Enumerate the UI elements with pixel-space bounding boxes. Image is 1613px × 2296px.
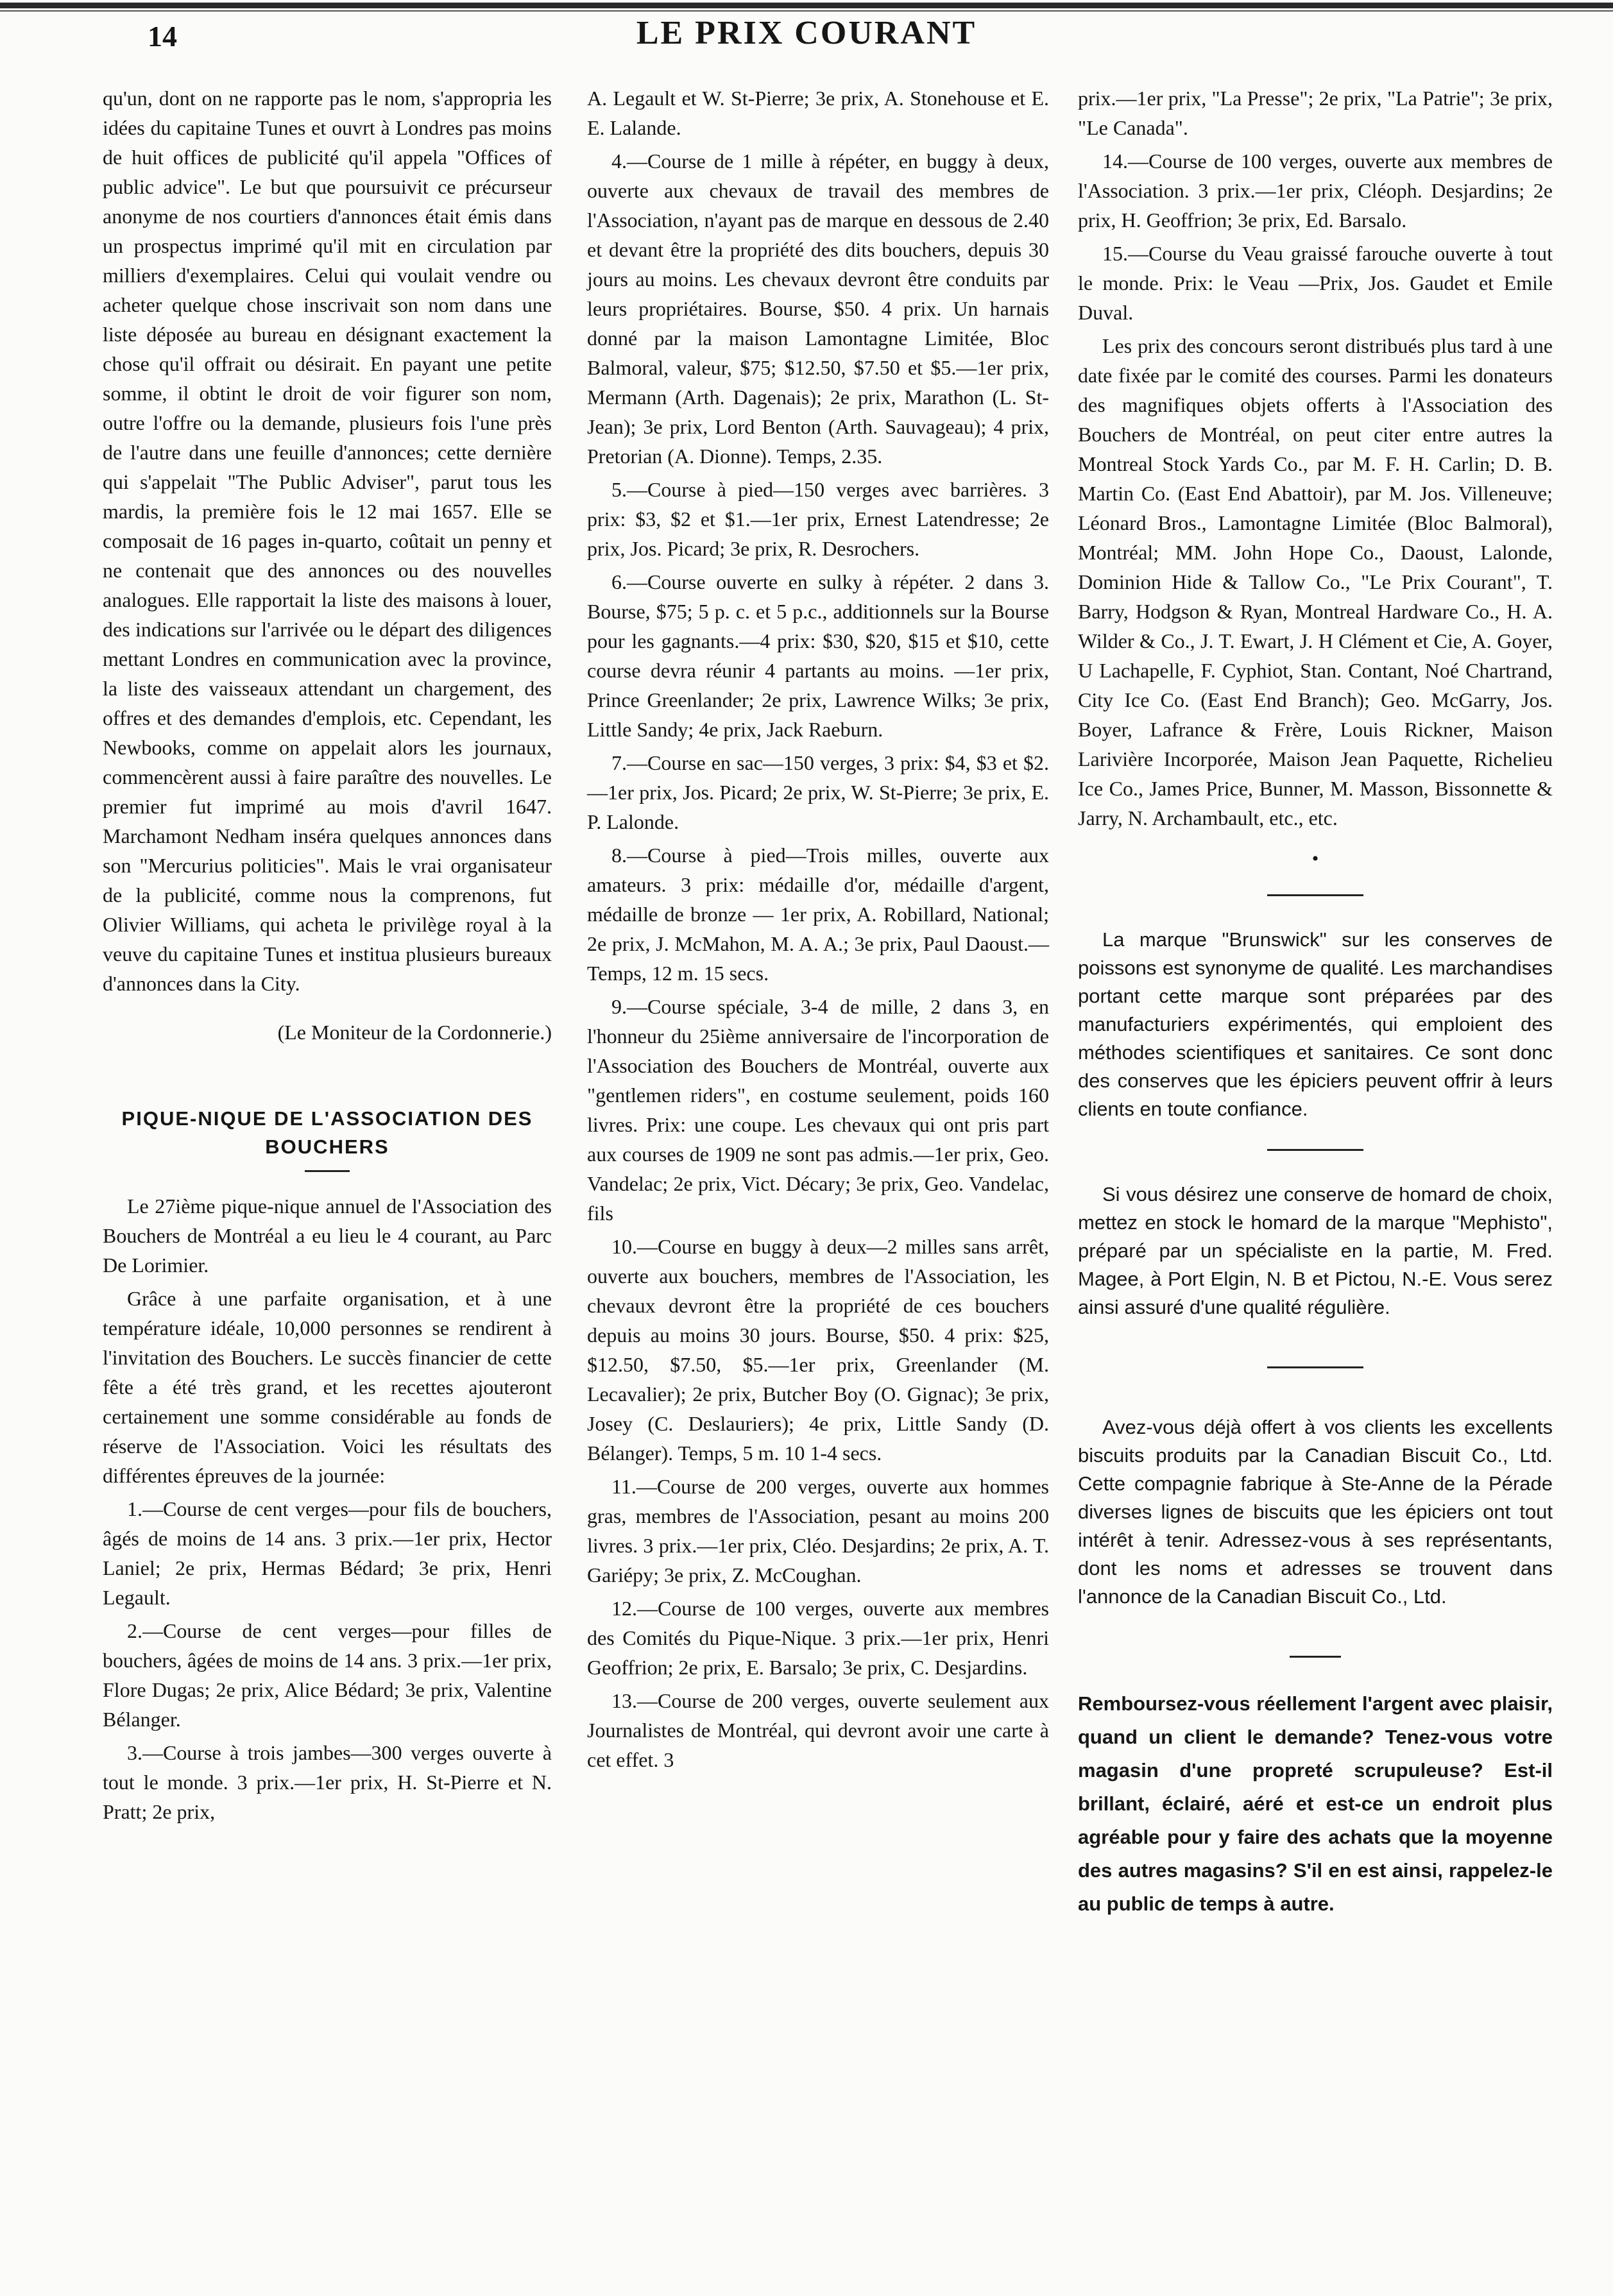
race-result: 3.—Course à trois jambes—300 verges ouverte à tout le monde. 3 prix.—1er prix, H. St-Pierre et N. Pratt; 2e prix, [103, 1741, 552, 1823]
race-result: 14.—Course de 100 verges, ouverte aux membres de l'Association. 3 prix.—1er prix, Cléoph. Desjardins; 2e prix, H. Geoffrion; 3e prix, Ed. Barsalo. [1078, 149, 1553, 232]
race-result: 10.—Course en buggy à deux—2 milles sans arrêt, ouverte aux bouchers, membres de l'Association, les chevaux devront être la propriété de ces bouchers depuis au moins 30 jours. Bourse, $50. 4 prix: $25, $12.50, $7.50, $5.—1er prix, Greenlander (M. Lecavalier); 2e prix, Butcher Boy (O. Gignac); 3e prix, Josey (C. Deslauriers); 4e prix, Little Sandy (D. Bélanger). Temps, 5 m. 10 1-4 secs. [587, 1235, 1049, 1465]
ad-brunswick [1078, 926, 1553, 1123]
journal-title: LE PRIX COURANT [636, 15, 977, 51]
race-result: 4.—Course de 1 mille à répéter, en buggy à deux, ouverte aux chevaux de travail des membres de l'Association, n'ayant pas de marque en dessous de 2.40 et devant être la propriété des dits bouchers, depuis 30 jours au moins. Les chevaux devront être conduits par leurs propriétaires. Bourse, $50. 4 prix. Un harnais donné par la maison Lamontagne Limitée, Bloc Balmoral, valeur, $75; $12.50, $7.50 et $5.—1er prix, Mermann (Arth. Dagenais); 2e prix, Marathon (L. St-Jean); 3e prix, Lord Benton (Arth. Sauvageau); 4 prix, Pretorian (A. Dionne). Temps, 2.35. [587, 149, 1049, 468]
ad-rembourser [1078, 1687, 1553, 1921]
separator-rule [1267, 894, 1363, 896]
ad-brunswick-text: La marque "Brunswick" sur les conserves de poissons est synonyme de qualité. Les marchandises portant cette marque sont préparées par des manufacturiers expérimentés, qui emploient des méthodes scientifiques et sanitaires. Ce sont donc des conserves que les épiciers peuvent offrir à leurs clients en toute confiance. [1078, 928, 1553, 1120]
ad-mephisto [1078, 1180, 1553, 1322]
ad-rembourser-text: Remboursez-vous réellement l'argent avec plaisir, quand un client le demande? Tenez-vous votre magasin d'une propreté scrupuleuse? Est-il brillant, éclairé, aéré et est-ce un endroit plus agréable pour y faire des achats que la moyenne des autres magasins? S'il en est ainsi, rappelez-le au public de temps à autre. [1078, 1692, 1553, 1915]
article-source: (Le Moniteur de la Cordonnerie.) [277, 1021, 552, 1044]
top-rule-thin [0, 10, 1613, 12]
ad-biscuits [1078, 1413, 1553, 1611]
column-1 [103, 83, 552, 1830]
ad-biscuits-text: Avez-vous déjà offert à vos clients les excellents biscuits produits par la Canadian Biscuit Co., Ltd. Cette compagnie fabrique à Ste-Anne de la Pérade diverses lignes de biscuits que les épiciers ont tout intérêt à tenir. Adressez-vous à ses représentants, dont les noms et adresses se trouvent dans l'annonce de la Canadian Biscuit Co., Ltd. [1078, 1416, 1553, 1608]
race-result: 12.—Course de 100 verges, ouverte aux membres des Comités du Pique-Nique. 3 prix.—1er prix, Henri Geoffrion; 2e prix, E. Barsalo; 3e prix, C. Desjardins. [587, 1597, 1049, 1679]
race-result: 6.—Course ouverte en sulky à répéter. 2 dans 3. Bourse, $75; 5 p. c. et 5 p.c., additionnels sur la Bourse pour les gagnants.—4 prix: $30, $20, $15 et $10, cette course devra réunir 4 partants au moins. —1er prix, Prince Greenlander; 2e prix, Lawrence Wilks; 3e prix, Little Sandy; 4e prix, Jack Raeburn. [587, 570, 1049, 741]
page-number: 14 [148, 20, 177, 53]
article-continuation: qu'un, dont on ne rapporte pas le nom, s'appropria les idées du capitaine Tunes et ouvrt à Londres pas moins de huit offices de publicité qu'il appela "Offices of public advice". Le but que poursuivit ce précurseur anonyme de nos courtiers d'annonces était émis dans un prospectus imprimé qu'il mit en circulation par milliers d'exemplaires. Celui qui voulait vendre ou acheter quelque chose inscrivait son nom dans une liste déposée au bureau en désignant exactement la chose qu'il offrait ou désirait. En payant une petite somme, il obtint le droit de voir figurer son nom, outre l'offre ou la demande, plusieurs fois l'une près de l'autre dans une feuille d'annonces; cette dernière qui s'appelait "The Public Adviser", parut tous les mardis, la première fois le 12 mai 1657. Elle se composait de 16 pages in-quarto, coûtait un penny et ne contenait que des annonces ou des nouvelles analogues. Elle rapportait la liste des maisons à louer, des indications sur l'arrivée ou le départ des diligences mettant Londres en communication avec la province, la liste des vaisseaux attendant un chargement, des offres et des demandes d'emplois, etc. Cependant, les Newbooks, comme on appelait alors les journaux, commencèrent aussi à faire paraître des nouvelles. Le premier fut imprimé au mois d'avril 1647. Marchamont Nedham inséra quelques annonces dans son "Mercurius politicies". Mais le vrai organisateur de la publicité, comme nous la comprenons, fut Olivier Williams, qui acheta le privilège royal à la veuve du capitaine Tunes et institua plusieurs bureaux d'annonces dans la City. [103, 87, 552, 995]
heading-rule [305, 1170, 350, 1172]
picnic-intro: Le 27ième pique-nique annuel de l'Association des Bouchers de Montréal a eu lieu le 4 courant, au Parc De Lorimier. [103, 1195, 552, 1277]
race-result: prix.—1er prix, "La Presse"; 2e prix, "La Patrie"; 3e prix, "Le Canada". [1078, 87, 1553, 139]
race-result: 8.—Course à pied—Trois milles, ouverte aux amateurs. 3 prix: médaille d'or, médaille d'argent, médaille de bronze — 1er prix, A. Robillard, National; 2e prix, J. McMahon, M. A. A.; 3e prix, Paul Daoust.—Temps, 12 m. 15 secs. [587, 844, 1049, 985]
bullet-divider: • [1311, 848, 1319, 869]
separator-rule [1267, 1366, 1363, 1368]
section-heading: PIQUE-NIQUE DE L'ASSOCIATION DES BOUCHERS [121, 1107, 533, 1158]
race-result: A. Legault et W. St-Pierre; 3e prix, A. Stonehouse et E. E. Lalande. [587, 87, 1049, 139]
top-rule [0, 3, 1613, 8]
race-result: 11.—Course de 200 verges, ouverte aux hommes gras, membres de l'Association, pesant au moins 200 livres. 3 prix.—1er prix, Cléo. Desjardins; 2e prix, A. T. Gariépy; 3e prix, Z. McCoughan. [587, 1475, 1049, 1586]
separator-rule [1290, 1656, 1341, 1658]
race-result: 5.—Course à pied—150 verges avec barrières. 3 prix: $3, $2 et $1.—1er prix, Ernest Latendresse; 2e prix, Jos. Picard; 3e prix, R. Desrochers. [587, 478, 1049, 560]
race-result: 15.—Course du Veau graissé farouche ouverte à tout le monde. Prix: le Veau —Prix, Jos. Gaudet et Emile Duval. [1078, 242, 1553, 324]
race-result: 1.—Course de cent verges—pour fils de bouchers, âgés de moins de 14 ans. 3 prix.—1er prix, Hector Laniel; 2e prix, Hermas Bédard; 3e prix, Henri Legault. [103, 1497, 552, 1609]
donors-paragraph: Les prix des concours seront distribués plus tard à une date fixée par le comité des courses. Parmi les donateurs des magnifiques objets offerts à l'Association des Bouchers de Montréal, on peut citer entre autres la Montreal Stock Yards Co., par M. F. H. Carlin; D. B. Martin Co. (East End Abattoir), par M. Jos. Villeneuve; Léonard Bros., Lamontagne Limitée (Bloc Balmoral), Montréal; MM. John Hope Co., Daoust, Lalonde, Dominion Hide & Tallow Co., "Le Prix Courant", T. Barry, Hodgson & Ryan, Montreal Hardware Co., H. A. Wilder & Co., J. T. Ewart, J. H Clément et Cie, A. Goyer, U Lachapelle, F. Cyphiot, Stan. Contant, Noé Chartrand, City Ice Co. (East End Branch); Geo. McGarry, Jos. Boyer, Lafrance & Frère, Louis Rickner, Maison Larivière Incorporée, Maison Jean Paquette, Richelieu Ice Co., James Price, Bunner, M. Masson, Bissonnette & Jarry, N. Archambault, etc., etc. [1078, 334, 1553, 829]
column-2 [587, 83, 1049, 1778]
race-result: 9.—Course spéciale, 3-4 de mille, 2 dans 3, en l'honneur du 25ième anniversaire de l'incorporation de l'Association des Bouchers de Montréal, ouverte aux "gentlemen riders", en costume seulement, poids 160 livres. Prix: une coupe. Les chevaux qui ont pris part aux courses de 1909 ne sont pas admis.—1er prix, Geo. Vandelac; 2e prix, Vict. Décary; 3e prix, Geo. Vandelac, fils [587, 995, 1049, 1225]
picnic-paragraph: Grâce à une parfaite organisation, et à une température idéale, 10,000 personnes se rendirent à l'invitation des Bouchers. Le succès financier de cette fête a été très grand, et les recettes ajouteront certainement une somme considérable au fonds de réserve de l'Association. Voici les résultats des différentes épreuves de la journée: [103, 1287, 552, 1487]
column-3 [1078, 83, 1553, 1925]
race-result: 2.—Course de cent verges—pour filles de bouchers, âgées de moins de 14 ans. 3 prix.—1er prix, Flore Dugas; 2e prix, Alice Bédard; 3e prix, Valentine Bélanger. [103, 1619, 552, 1731]
separator-rule [1267, 1149, 1363, 1151]
race-result: 7.—Course en sac—150 verges, 3 prix: $4, $3 et $2.—1er prix, Jos. Picard; 2e prix, W. St-Pierre; 3e prix, E. P. Lalonde. [587, 751, 1049, 833]
race-result: 13.—Course de 200 verges, ouverte seulement aux Journalistes de Montréal, qui devront avoir une carte à cet effet. 3 [587, 1689, 1049, 1771]
ad-mephisto-text: Si vous désirez une conserve de homard de choix, mettez en stock le homard de la marque "Mephisto", préparé par un spécialiste en la partie, M. Fred. Magee, à Port Elgin, N. B et Pictou, N.-E. Vous serez ainsi assuré d'une qualité régulière. [1078, 1183, 1553, 1318]
